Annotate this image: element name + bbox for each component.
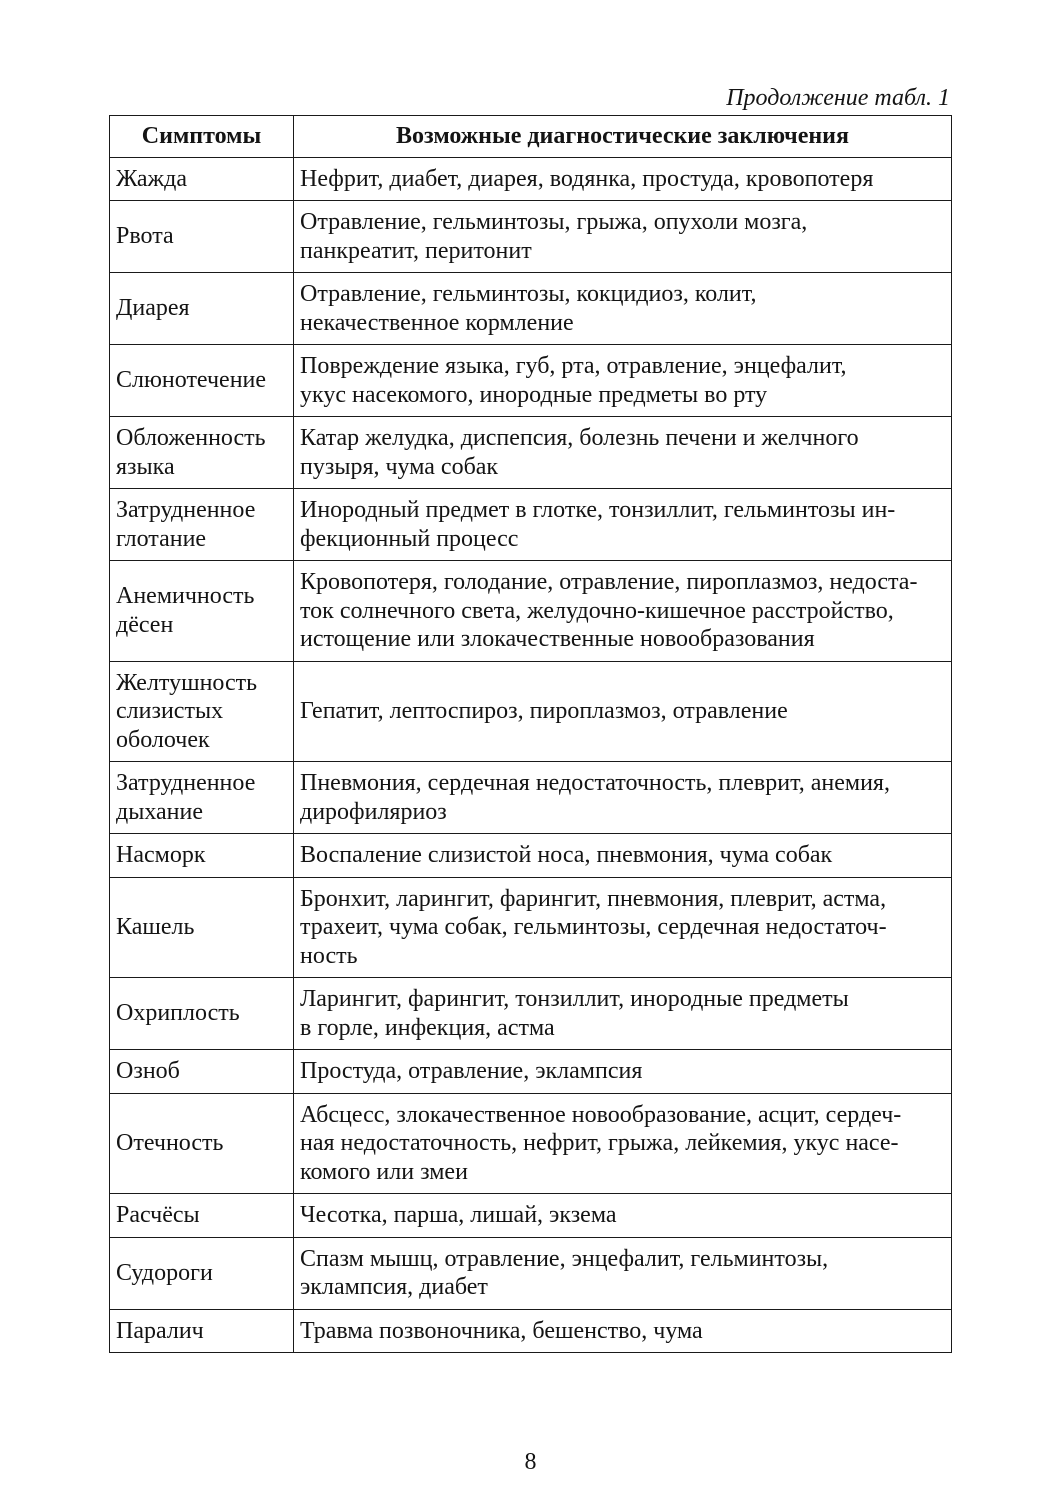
symptom-line: дыхание	[116, 798, 204, 825]
table-row	[110, 1093, 952, 1194]
diagnosis-cell	[294, 201, 952, 273]
diagnosis-line: Гепатит, лептоспироз, пироплазмоз, отравление	[300, 698, 788, 724]
table-row	[110, 978, 952, 1050]
table-body	[110, 157, 952, 1353]
symptom-line: глотание	[116, 525, 207, 552]
diagnosis-line: эклампсия, диабет	[300, 1274, 488, 1300]
symptom-line: Судороги	[116, 1259, 213, 1286]
diagnosis-line: Ларингит, фарингит, тонзиллит, инородные предметы	[300, 986, 849, 1012]
symptom-cell	[110, 1050, 294, 1094]
symptom-cell	[110, 1309, 294, 1353]
diagnosis-cell	[294, 561, 952, 662]
table-row	[110, 157, 952, 201]
diagnosis-cell	[294, 1309, 952, 1353]
symptom-cell	[110, 1093, 294, 1194]
symptom-cell	[110, 417, 294, 489]
table-row	[110, 489, 952, 561]
symptom-line: Затрудненное	[116, 497, 256, 523]
symptom-line: Затрудненное	[116, 770, 256, 796]
diagnosis-cell	[294, 877, 952, 978]
diagnosis-line: некачественное кормление	[300, 309, 574, 336]
diagnosis-line: Отравление, гельминтозы, грыжа, опухоли мозга,	[300, 209, 808, 235]
symptom-line: Обложенность	[116, 425, 266, 451]
diagnosis-line: фекционный процесс	[300, 525, 519, 552]
diagnosis-cell	[294, 489, 952, 561]
symptom-cell	[110, 201, 294, 273]
diagnosis-line: Бронхит, ларингит, фарингит, пневмония, плеврит, астма,	[300, 885, 887, 912]
diagnosis-line: Чесотка, парша, лишай, экзема	[300, 1202, 617, 1228]
diagnosis-line: ная недостаточность, нефрит, грыжа, лейкемия, укус насе-	[300, 1130, 899, 1156]
diagnosis-line: пузыря, чума собак	[300, 453, 499, 480]
symptom-line: Диарея	[116, 295, 190, 322]
symptom-cell	[110, 661, 294, 762]
table-row	[110, 273, 952, 345]
symptom-cell	[110, 489, 294, 561]
table-row	[110, 345, 952, 417]
diagnosis-line: Травма позвоночника, бешенство, чума	[300, 1317, 703, 1344]
diagnosis-cell	[294, 1093, 952, 1194]
diagnosis-cell	[294, 1194, 952, 1238]
diagnosis-line: Кровопотеря, голодание, отравление, пироплазмоз, недоста-	[300, 569, 918, 595]
diagnosis-cell	[294, 345, 952, 417]
header-row	[110, 116, 952, 158]
symptom-line: Охриплость	[116, 1000, 240, 1027]
diagnosis-line: Инородный предмет в глотке, тонзиллит, гельминтозы ин-	[300, 497, 896, 523]
diagnosis-line: ток солнечного света, желудочно-кишечное расстройство,	[300, 597, 894, 624]
symptom-line: Отечность	[116, 1130, 224, 1156]
diagnosis-line: Пневмония, сердечная недостаточность, плеврит, анемия,	[300, 770, 890, 796]
symptom-cell	[110, 1237, 294, 1309]
diagnosis-line: комого или змеи	[300, 1158, 468, 1185]
diagnosis-line: истощение или злокачественные новообразования	[300, 626, 815, 652]
diagnosis-cell	[294, 157, 952, 201]
symptom-line: Желтушность	[116, 669, 258, 696]
diagnosis-line: Абсцесс, злокачественное новообразование, асцит, сердеч-	[300, 1101, 902, 1128]
header-diagnoses: Возможные диагностические заключения	[294, 116, 952, 158]
symptom-cell	[110, 762, 294, 834]
symptom-cell	[110, 877, 294, 978]
header-symptoms: Симптомы	[110, 116, 294, 158]
table-row	[110, 1237, 952, 1309]
table-row	[110, 1050, 952, 1094]
table-row	[110, 1194, 952, 1238]
symptom-line: дёсен	[116, 611, 174, 638]
symptom-line: Насморк	[116, 842, 206, 868]
diagnosis-cell	[294, 1237, 952, 1309]
diagnosis-line: Нефрит, диабет, диарея, водянка, простуда, кровопотеря	[300, 165, 874, 192]
diagnosis-line: трахеит, чума собак, гельминтозы, сердечная недостаточ-	[300, 914, 887, 940]
symptom-cell	[110, 1194, 294, 1238]
symptom-cell	[110, 978, 294, 1050]
symptoms-table	[109, 115, 952, 1353]
symptom-line: языка	[116, 453, 175, 480]
diagnosis-line: в горле, инфекция, астма	[300, 1014, 555, 1041]
table-row	[110, 834, 952, 878]
page-number: 8	[524, 1449, 537, 1475]
table-row	[110, 1309, 952, 1353]
symptom-line: Слюнотечение	[116, 367, 267, 394]
diagnosis-cell	[294, 762, 952, 834]
table-row	[110, 877, 952, 978]
table-row	[110, 661, 952, 762]
symptom-cell	[110, 273, 294, 345]
diagnosis-line: укус насекомого, инородные предметы во рту	[300, 381, 768, 408]
table-continuation-caption: Продолжение табл. 1	[726, 85, 950, 111]
symptom-line: слизистых	[116, 698, 224, 724]
diagnosis-cell	[294, 1050, 952, 1094]
diagnosis-cell	[294, 417, 952, 489]
diagnosis-line: дирофиляриоз	[300, 798, 447, 825]
symptom-line: Жажда	[116, 165, 188, 192]
symptom-line: Рвота	[116, 223, 174, 250]
table-row	[110, 561, 952, 662]
symptom-line: Расчёсы	[116, 1202, 200, 1228]
table-row	[110, 417, 952, 489]
diagnosis-line: Катар желудка, диспепсия, болезнь печени и желчного	[300, 425, 859, 451]
symptom-cell	[110, 561, 294, 662]
diagnosis-line: ность	[300, 942, 358, 969]
symptom-line: Анемичность	[116, 583, 255, 610]
symptom-line: Паралич	[116, 1317, 204, 1344]
symptom-line: Озноб	[116, 1058, 180, 1084]
diagnosis-cell	[294, 834, 952, 878]
table-row	[110, 762, 952, 834]
diagnosis-line: Простуда, отравление, эклампсия	[300, 1058, 643, 1084]
diagnosis-line: Спазм мышц, отравление, энцефалит, гельминтозы,	[300, 1245, 829, 1272]
diagnosis-line: Воспаление слизистой носа, пневмония, чума собак	[300, 842, 833, 868]
diagnosis-cell	[294, 978, 952, 1050]
symptom-cell	[110, 834, 294, 878]
diagnosis-cell	[294, 273, 952, 345]
symptom-cell	[110, 157, 294, 201]
symptom-cell	[110, 345, 294, 417]
diagnosis-line: Отравление, гельминтозы, кокцидиоз, колит,	[300, 281, 757, 307]
diagnosis-line: панкреатит, перитонит	[300, 237, 532, 264]
diagnosis-line: Повреждение языка, губ, рта, отравление, энцефалит,	[300, 353, 847, 379]
symptom-line: оболочек	[116, 726, 210, 753]
table-row	[110, 201, 952, 273]
symptom-line: Кашель	[116, 914, 195, 940]
diagnosis-cell	[294, 661, 952, 762]
